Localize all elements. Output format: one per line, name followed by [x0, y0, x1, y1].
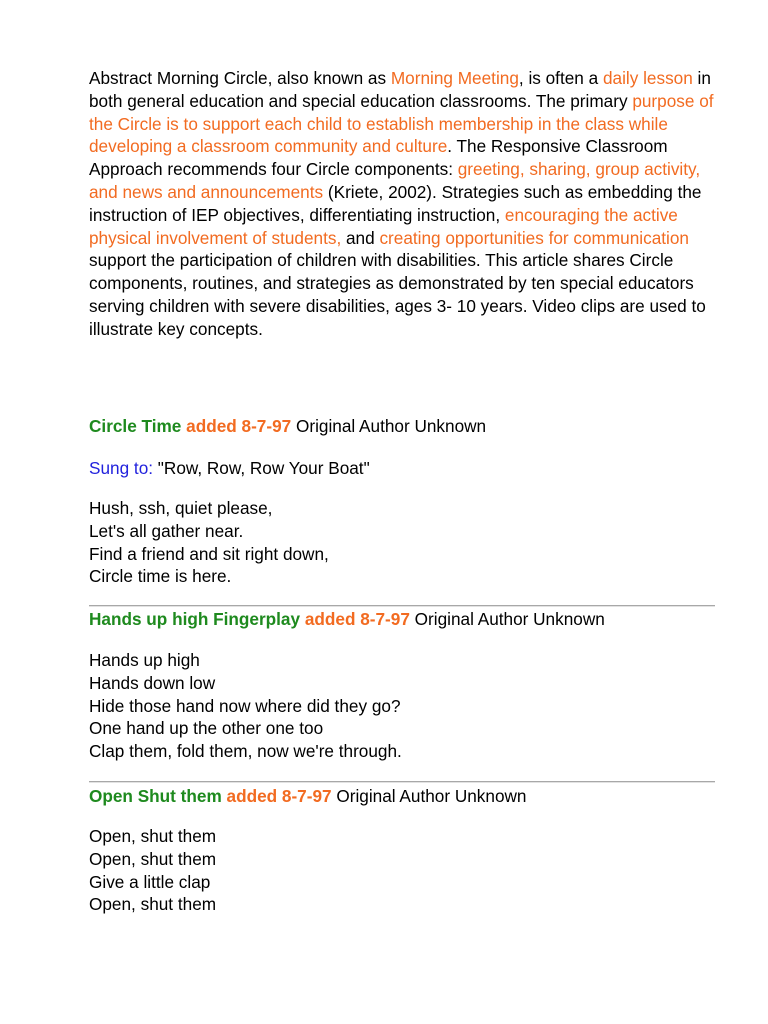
- song-lyrics: [89, 649, 719, 763]
- song-title: Hands up high Fingerplay: [89, 609, 301, 629]
- intro-text: , is often a: [518, 68, 603, 88]
- highlighted-phrase: daily lesson: [602, 68, 693, 88]
- lyric-line: Circle time is here.: [89, 566, 232, 587]
- intro-text: support the participation of children with disabilities. This article shares Circle components, routines, and strategies as demonstrated by ten special educators serving children with severe disabilities, ages 3- 10 years. Video clips are used to illustrate key concepts.: [89, 250, 706, 339]
- sung-to-line: [89, 457, 719, 480]
- sung-to-label: Sung to:: [89, 458, 154, 478]
- song-heading: [89, 785, 719, 808]
- lyric-line: Hands up high: [89, 650, 200, 670]
- song-title: Open Shut them: [89, 786, 222, 806]
- lyric-line: Open, shut them: [89, 848, 217, 869]
- intro-text: (Kriete, 2002). Strategies such as embedding the instruction of IEP objectives, differentiating instruction,: [89, 181, 702, 225]
- song-author: Original Author Unknown: [291, 416, 487, 436]
- song-author: Original Author Unknown: [409, 609, 605, 629]
- lyric-line: Let's all gather near.: [89, 520, 244, 541]
- song-lyrics: [89, 497, 719, 588]
- lyric-line: Hide those hand now where did they go?: [89, 695, 401, 716]
- highlighted-phrase: encouraging the active physical involvement of students,: [89, 204, 678, 248]
- highlighted-phrase: Morning Meeting: [390, 68, 519, 88]
- song-heading: [89, 608, 719, 631]
- lyric-line: Clap them, fold them, now we're through.: [89, 741, 402, 762]
- sung-to-value: "Row, Row, Row Your Boat": [153, 458, 370, 478]
- highlighted-phrase: creating opportunities for communication: [379, 227, 689, 248]
- lyric-line: Find a friend and sit right down,: [89, 543, 329, 564]
- section-divider: [89, 605, 715, 607]
- song-added-date: added 8-7-97: [304, 609, 410, 629]
- lyric-line: One hand up the other one too: [89, 718, 324, 739]
- highlighted-phrase: greeting, sharing, group activity, and news and announcements: [89, 159, 701, 202]
- song-added-date: added 8-7-97: [186, 416, 292, 436]
- lyric-line: Open, shut them: [89, 826, 217, 846]
- intro-text: in both general education and special education classrooms. The primary: [89, 68, 711, 111]
- intro-text: . The Responsive Classroom Approach recommends four Circle components:: [89, 136, 668, 180]
- lyric-line: Hush, ssh, quiet please,: [89, 498, 273, 518]
- intro-paragraph: [89, 67, 719, 341]
- section-divider: [89, 781, 715, 783]
- song-added-date: added 8-7-97: [226, 786, 332, 806]
- lyric-line: Give a little clap: [89, 871, 211, 892]
- lyric-line: Hands down low: [89, 672, 216, 693]
- song-title: Circle Time: [89, 416, 182, 436]
- intro-text: and: [341, 227, 380, 248]
- highlighted-phrase: purpose of the Circle is to support each child to establish membership in the class while developing a classroom community and culture: [89, 90, 714, 157]
- lyric-line: Open, shut them: [89, 894, 217, 915]
- song-heading: [89, 415, 719, 438]
- intro-text: Abstract Morning Circle, also known as: [89, 68, 391, 88]
- song-author: Original Author Unknown: [331, 786, 527, 806]
- song-lyrics: [89, 825, 719, 916]
